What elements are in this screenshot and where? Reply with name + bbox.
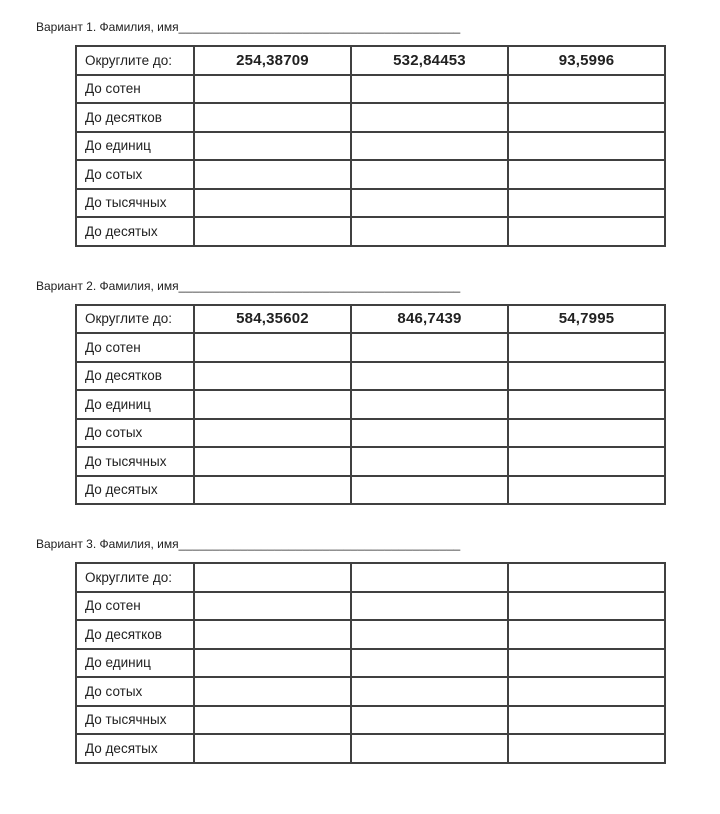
answer-cell[interactable] [508, 734, 665, 763]
row-label-cell: До сотых [76, 160, 194, 189]
variant-3-table [75, 562, 666, 764]
number-cell: 846,7439 [351, 305, 508, 334]
answer-cell[interactable] [508, 447, 665, 476]
variant-1-table [75, 45, 666, 247]
table-row [76, 362, 665, 391]
answer-cell[interactable] [194, 476, 351, 505]
table-row [76, 419, 665, 448]
answer-cell[interactable] [508, 677, 665, 706]
row-label-cell: До десятков [76, 103, 194, 132]
round-to-label-cell: Округлите до: [76, 46, 194, 75]
row-label-cell: До тысячных [76, 447, 194, 476]
variant-1-title-text: Вариант 1. Фамилия, имя [36, 20, 179, 34]
answer-cell[interactable] [351, 447, 508, 476]
answer-cell[interactable] [194, 217, 351, 246]
variant-2-title [36, 280, 720, 292]
answer-cell[interactable] [508, 189, 665, 218]
answer-cell[interactable] [194, 75, 351, 104]
answer-cell[interactable] [194, 447, 351, 476]
row-label-cell: До тысячных [76, 706, 194, 735]
table-row [76, 390, 665, 419]
row-label-cell: До десятков [76, 362, 194, 391]
answer-cell[interactable] [194, 189, 351, 218]
answer-cell[interactable] [351, 390, 508, 419]
table-header-row [76, 563, 665, 592]
answer-cell[interactable] [508, 217, 665, 246]
answer-cell[interactable] [194, 592, 351, 621]
answer-cell[interactable] [508, 390, 665, 419]
answer-cell[interactable] [194, 333, 351, 362]
table-row [76, 476, 665, 505]
table-row [76, 160, 665, 189]
row-label-cell: До сотен [76, 333, 194, 362]
answer-cell[interactable] [508, 419, 665, 448]
row-label-cell: До десятых [76, 476, 194, 505]
number-cell[interactable] [508, 563, 665, 592]
variant-1-name-blank-line: _________________________________________ [178, 20, 461, 34]
variant-1-title [36, 21, 720, 33]
answer-cell[interactable] [351, 103, 508, 132]
number-cell: 584,35602 [194, 305, 351, 334]
answer-cell[interactable] [351, 217, 508, 246]
table-row [76, 189, 665, 218]
answer-cell[interactable] [351, 592, 508, 621]
table-row [76, 734, 665, 763]
number-cell: 532,84453 [351, 46, 508, 75]
table-header-row [76, 305, 665, 334]
variant-2-title-text: Вариант 2. Фамилия, имя [36, 278, 179, 293]
table-row [76, 103, 665, 132]
number-cell: 93,5996 [508, 46, 665, 75]
row-label-cell: До десятых [76, 734, 194, 763]
answer-cell[interactable] [508, 75, 665, 104]
answer-cell[interactable] [351, 75, 508, 104]
row-label-cell: До единиц [76, 649, 194, 678]
answer-cell[interactable] [194, 649, 351, 678]
table-row [76, 217, 665, 246]
answer-cell[interactable] [508, 160, 665, 189]
answer-cell[interactable] [351, 706, 508, 735]
answer-cell[interactable] [508, 649, 665, 678]
answer-cell[interactable] [351, 419, 508, 448]
row-label-cell: До тысячных [76, 189, 194, 218]
answer-cell[interactable] [194, 362, 351, 391]
table-row [76, 677, 665, 706]
table-row [76, 649, 665, 678]
answer-cell[interactable] [351, 362, 508, 391]
table-row [76, 592, 665, 621]
answer-cell[interactable] [194, 132, 351, 161]
answer-cell[interactable] [508, 706, 665, 735]
table-row [76, 333, 665, 362]
answer-cell[interactable] [194, 419, 351, 448]
variant-3-name-blank-line: _________________________________________ [178, 537, 461, 551]
row-label-cell: До сотых [76, 419, 194, 448]
answer-cell[interactable] [351, 333, 508, 362]
answer-cell[interactable] [351, 189, 508, 218]
answer-cell[interactable] [508, 476, 665, 505]
answer-cell[interactable] [508, 103, 665, 132]
number-cell[interactable] [351, 563, 508, 592]
row-label-cell: До единиц [76, 390, 194, 419]
variant-1-section [36, 21, 720, 247]
table-row [76, 132, 665, 161]
round-to-label-cell: Округлите до: [76, 563, 194, 592]
table-row [76, 447, 665, 476]
table-row [76, 75, 665, 104]
row-label-cell: До единиц [76, 132, 194, 161]
answer-cell[interactable] [351, 132, 508, 161]
variant-2-table [75, 304, 666, 506]
answer-cell[interactable] [194, 620, 351, 649]
answer-cell[interactable] [194, 734, 351, 763]
variant-3-title-text: Вариант 3. Фамилия, имя [36, 537, 179, 551]
number-cell: 254,38709 [194, 46, 351, 75]
answer-cell[interactable] [194, 103, 351, 132]
answer-cell[interactable] [508, 132, 665, 161]
answer-cell[interactable] [351, 160, 508, 189]
answer-cell[interactable] [508, 362, 665, 391]
answer-cell[interactable] [351, 476, 508, 505]
answer-cell[interactable] [351, 649, 508, 678]
answer-cell[interactable] [508, 620, 665, 649]
table-row [76, 706, 665, 735]
table-header-row [76, 46, 665, 75]
answer-cell[interactable] [194, 160, 351, 189]
answer-cell[interactable] [194, 706, 351, 735]
variant-3-title [36, 538, 720, 550]
number-cell[interactable] [194, 563, 351, 592]
answer-cell[interactable] [351, 677, 508, 706]
answer-cell[interactable] [351, 620, 508, 649]
row-label-cell: До сотен [76, 75, 194, 104]
answer-cell[interactable] [194, 677, 351, 706]
variant-3-section [36, 538, 720, 764]
round-to-label-cell: Округлите до: [76, 305, 194, 334]
variant-2-name-blank-line: _________________________________________ [178, 278, 461, 293]
row-label-cell: До сотых [76, 677, 194, 706]
variant-2-section [36, 280, 720, 506]
answer-cell[interactable] [194, 390, 351, 419]
row-label-cell: До десятков [76, 620, 194, 649]
answer-cell[interactable] [508, 333, 665, 362]
table-row [76, 620, 665, 649]
answer-cell[interactable] [351, 734, 508, 763]
number-cell: 54,7995 [508, 305, 665, 334]
answer-cell[interactable] [508, 592, 665, 621]
row-label-cell: До сотен [76, 592, 194, 621]
row-label-cell: До десятых [76, 217, 194, 246]
